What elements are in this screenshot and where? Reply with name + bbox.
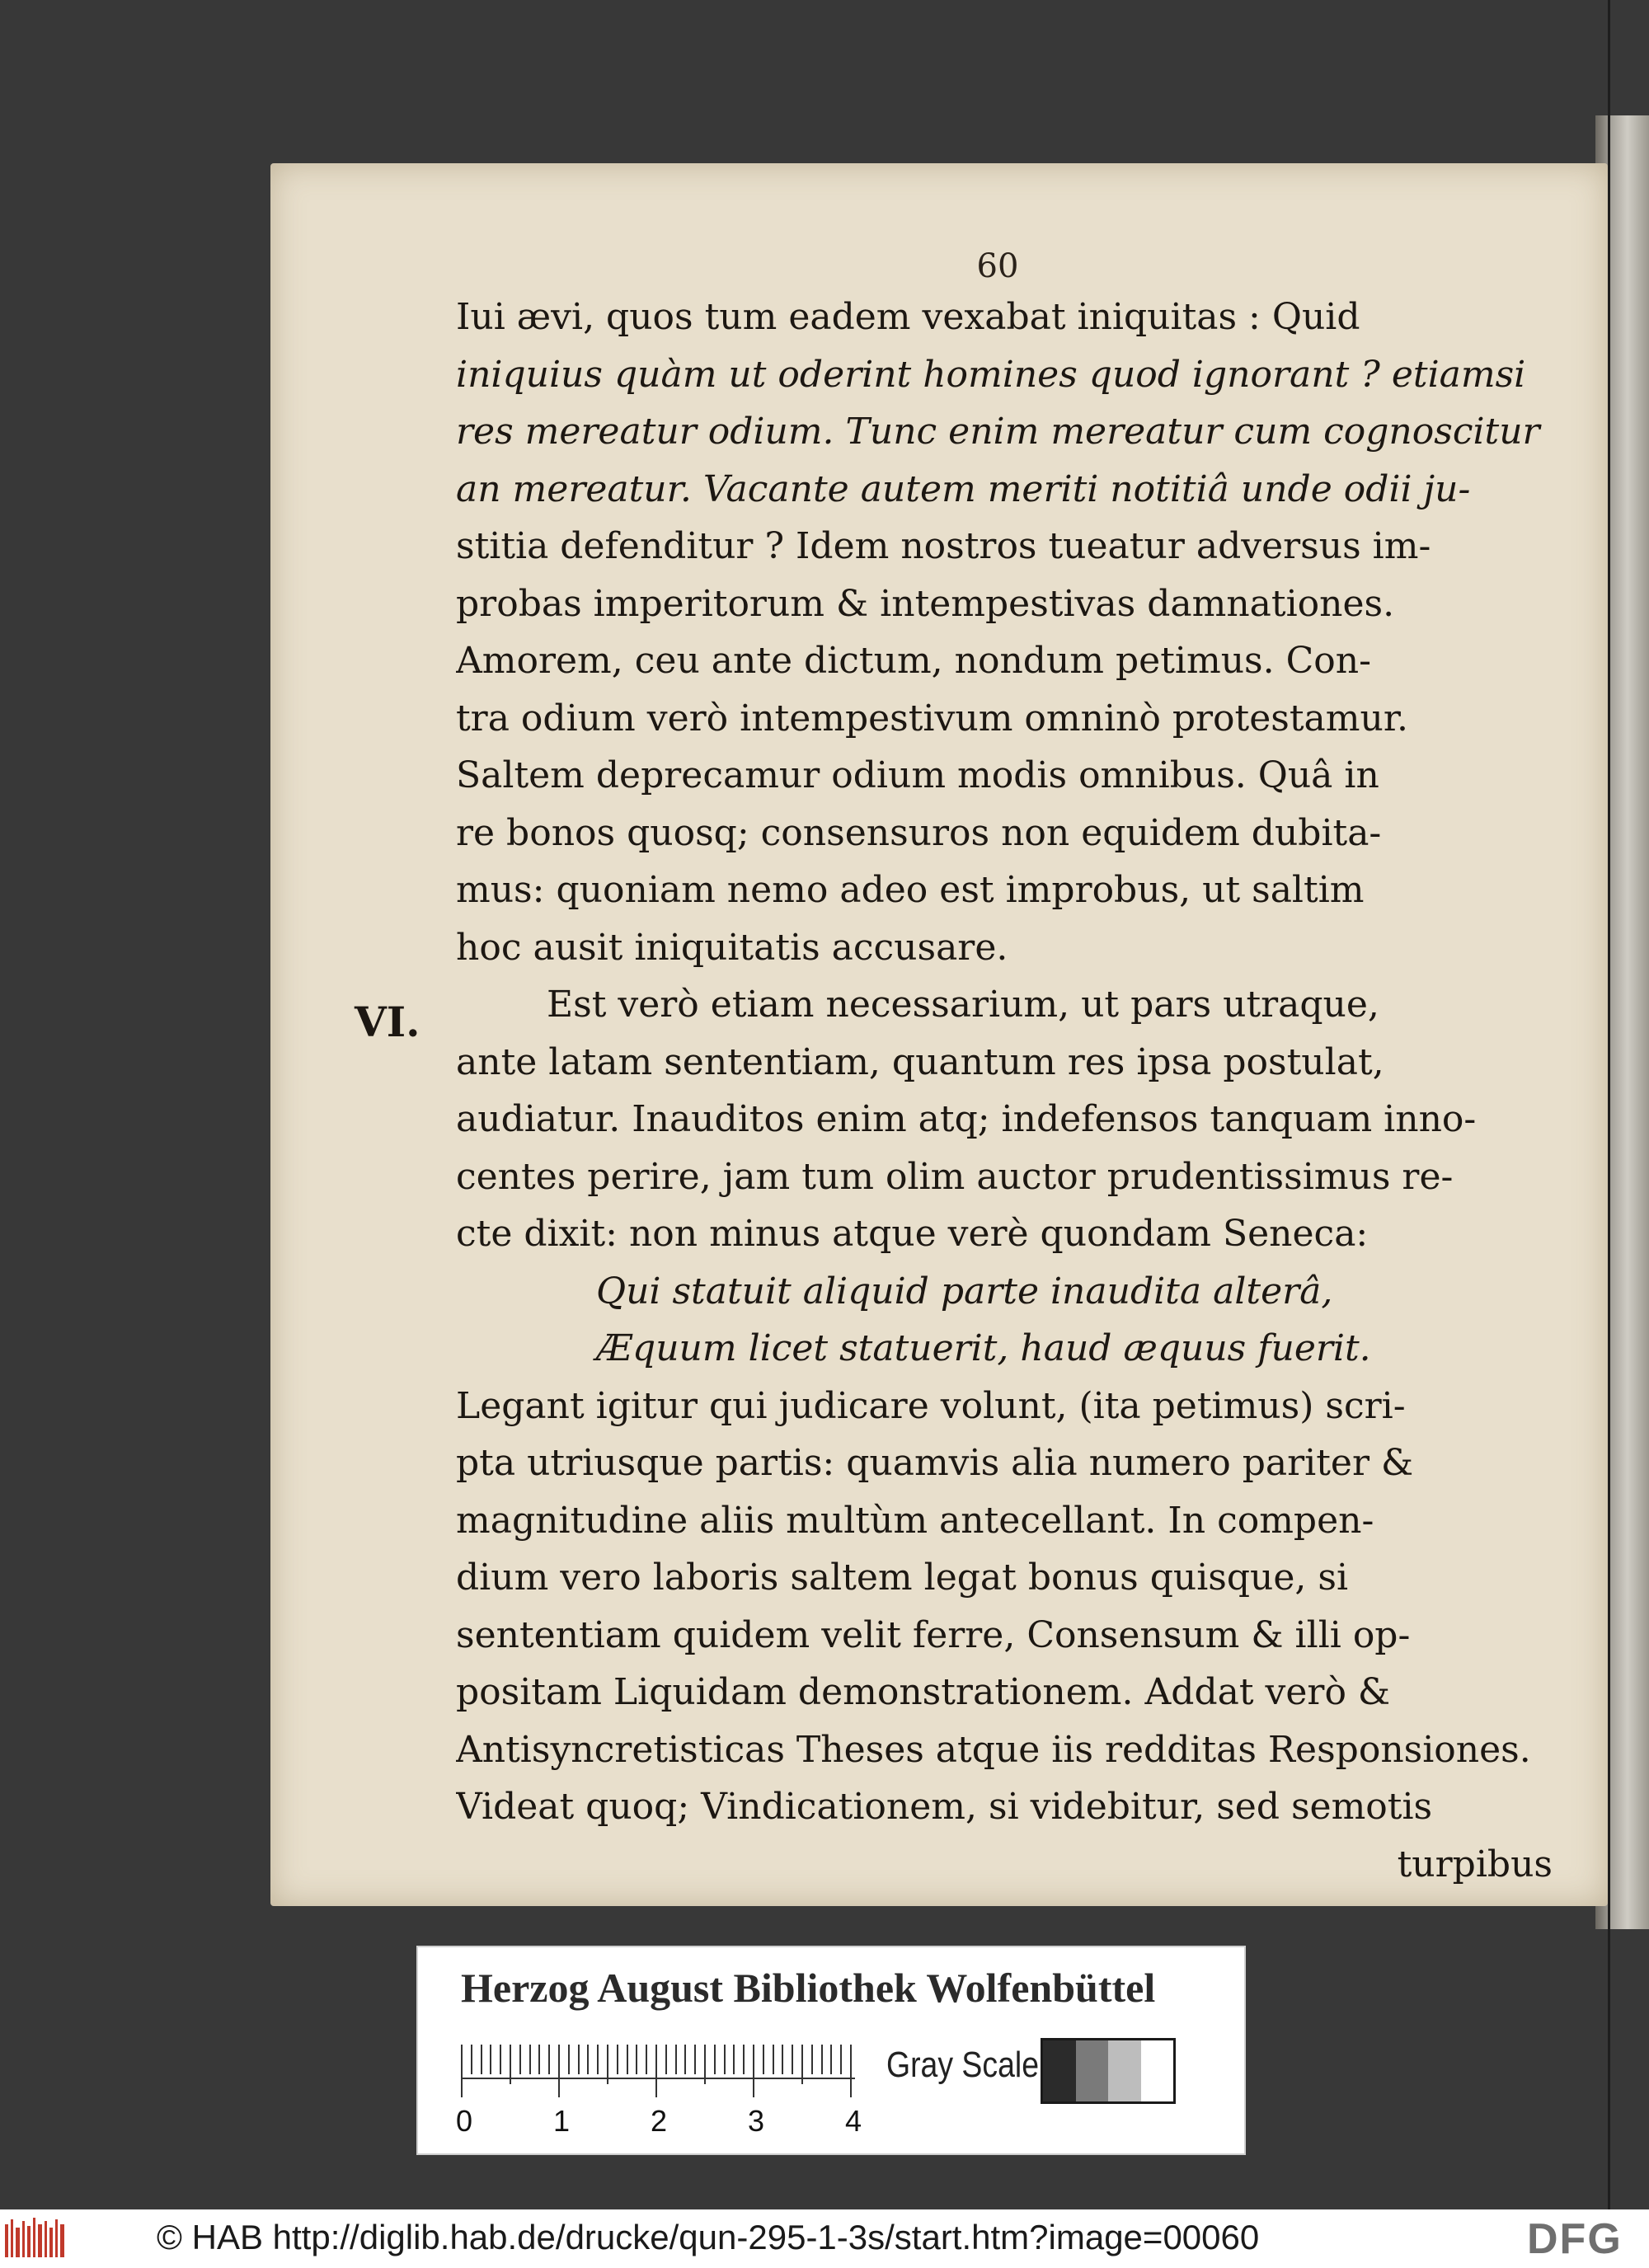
ruler-tick xyxy=(694,2045,696,2074)
text-line: hoc ausit iniquitatis accusare. xyxy=(456,926,1008,969)
text-line: Antisyncretisticas Theses atque iis redditas Responsiones. xyxy=(456,1728,1531,1771)
ruler-tick xyxy=(529,2045,531,2074)
ruler-tick xyxy=(500,2045,501,2074)
text-line: mus: quoniam nemo adeo est improbus, ut saltim xyxy=(456,869,1365,911)
ruler-tick xyxy=(714,2045,716,2074)
ruler-tick xyxy=(792,2045,793,2074)
section-numeral: VI. xyxy=(355,998,420,1046)
ruler-tick xyxy=(830,2045,832,2074)
gray-scale-label: Gray Scale xyxy=(886,2045,1039,2085)
library-label-card xyxy=(416,1946,1246,2155)
ruler-tick xyxy=(724,2045,726,2074)
ruler-tick xyxy=(811,2045,813,2074)
page-number: 60 xyxy=(976,247,1019,285)
barcode-logo-icon xyxy=(3,2216,69,2261)
text-line: cte dixit: non minus atque verè quondam Seneca: xyxy=(456,1213,1369,1255)
ruler-tick xyxy=(763,2045,764,2074)
ruler-tick xyxy=(597,2045,599,2074)
ruler-tick xyxy=(519,2045,521,2074)
ruler-tick xyxy=(627,2045,628,2074)
text-line: Iui ævi, quos tum eadem vexabat iniquitas : Quid xyxy=(456,296,1360,338)
gray-swatch xyxy=(1108,2040,1141,2101)
ruler-tick xyxy=(587,2045,589,2074)
ruler-tick xyxy=(840,2045,842,2074)
text-line: audiatur. Inauditos enim atq; indefensos tanquam inno- xyxy=(456,1098,1477,1140)
copyright-link[interactable]: © HAB http://diglib.hab.de/drucke/qun-295-1-3s/start.htm?image=00060 xyxy=(157,2218,1260,2256)
ruler-tick xyxy=(684,2045,686,2074)
scale-ruler xyxy=(456,2038,873,2138)
ruler-tick xyxy=(510,2045,511,2084)
text-line: pta utriusque partis: quamvis alia numero pariter & xyxy=(456,1442,1414,1484)
text-line: an mereatur. Vacante autem meriti notitiâ unde odii ju- xyxy=(456,467,1471,510)
ruler-tick xyxy=(481,2045,482,2074)
ruler-tick xyxy=(821,2045,823,2074)
ruler-tick xyxy=(753,2045,754,2097)
ruler-tick xyxy=(617,2045,618,2074)
text-line: Legant igitur qui judicare volunt, (ita petimus) scri- xyxy=(456,1384,1406,1427)
catchword: turpibus xyxy=(1397,1843,1553,1885)
ruler-tick xyxy=(578,2045,580,2074)
ruler-tick xyxy=(538,2045,540,2074)
ruler-tick xyxy=(782,2045,783,2074)
text-line: Est verò etiam necessarium, ut pars utraque, xyxy=(547,984,1379,1026)
ruler-tick xyxy=(607,2045,608,2084)
ruler-number: 3 xyxy=(748,2104,765,2138)
ruler-tick xyxy=(490,2045,491,2074)
text-line: ante latam sententiam, quantum res ipsa postulat, xyxy=(456,1040,1384,1083)
ruler-tick xyxy=(743,2045,745,2074)
ruler-tick xyxy=(801,2045,803,2084)
ruler-tick xyxy=(733,2045,735,2074)
text-line: re bonos quosq; consensuros non equidem dubita- xyxy=(456,811,1382,854)
gray-swatch xyxy=(1076,2040,1109,2101)
ruler-tick xyxy=(675,2045,677,2074)
text-line: sententiam quidem velit ferre, Consensum & illi op- xyxy=(456,1613,1411,1656)
text-line: Amorem, ceu ante dictum, nondum petimus. Con- xyxy=(456,640,1371,682)
ruler-number: 4 xyxy=(845,2104,862,2138)
book-edge-shadow xyxy=(1608,0,1610,2209)
ruler-tick xyxy=(850,2045,852,2097)
ruler-tick xyxy=(655,2045,657,2097)
gray-swatch xyxy=(1141,2040,1174,2101)
verse-line: Æquum licet statuerit, haud æquus fuerit. xyxy=(596,1327,1371,1369)
ruler-number: 2 xyxy=(651,2104,668,2138)
ruler-tick xyxy=(471,2045,472,2074)
ruler-axis xyxy=(461,2078,855,2079)
text-line: Saltem deprecamur odium modis omnibus. Quâ in xyxy=(456,754,1379,796)
dfg-logo: DFG xyxy=(1527,2215,1623,2263)
ruler-number: 1 xyxy=(553,2104,571,2138)
page-body-text xyxy=(456,289,1553,1893)
ruler-tick xyxy=(665,2045,667,2074)
text-line: iniquius quàm ut oderint homines quod ignorant ? etiamsi xyxy=(456,353,1526,396)
text-line: tra odium verò intempestivum omninò protestamur. xyxy=(456,697,1408,740)
ruler-tick xyxy=(558,2045,560,2097)
text-line: stitia defenditur ? Idem nostros tueatur adversus im- xyxy=(456,525,1431,567)
ruler-tick xyxy=(548,2045,550,2074)
text-line: probas imperitorum & intempestivas damnationes. xyxy=(456,582,1395,625)
gray-swatch xyxy=(1043,2040,1076,2101)
text-line: positam Liquidam demonstrationem. Addat verò & xyxy=(456,1671,1391,1713)
ruler-tick xyxy=(461,2045,463,2097)
ruler-tick xyxy=(646,2045,647,2074)
ruler-tick xyxy=(704,2045,706,2084)
text-line: dium vero laboris saltem legat bonus quisque, si xyxy=(456,1557,1349,1599)
verse-line: Qui statuit aliquid parte inaudita alterâ, xyxy=(596,1270,1333,1312)
ruler-tick xyxy=(773,2045,774,2074)
ruler-tick xyxy=(568,2045,570,2074)
gray-scale-swatches xyxy=(1041,2038,1176,2104)
library-name: Herzog August Bibliothek Wolfenbüttel xyxy=(461,1965,1156,2011)
text-line: centes perire, jam tum olim auctor prudentissimus re- xyxy=(456,1155,1454,1198)
text-line: res mereatur odium. Tunc enim mereatur cum cognoscitur xyxy=(456,411,1540,453)
text-line: Videat quoq; Vindicationem, si videbitur, sed semotis xyxy=(456,1786,1433,1828)
text-line: magnitudine aliis multùm antecellant. In compen- xyxy=(456,1499,1374,1542)
ruler-tick xyxy=(636,2045,637,2074)
ruler-number: 0 xyxy=(456,2104,473,2138)
footer-bar xyxy=(0,2209,1649,2268)
